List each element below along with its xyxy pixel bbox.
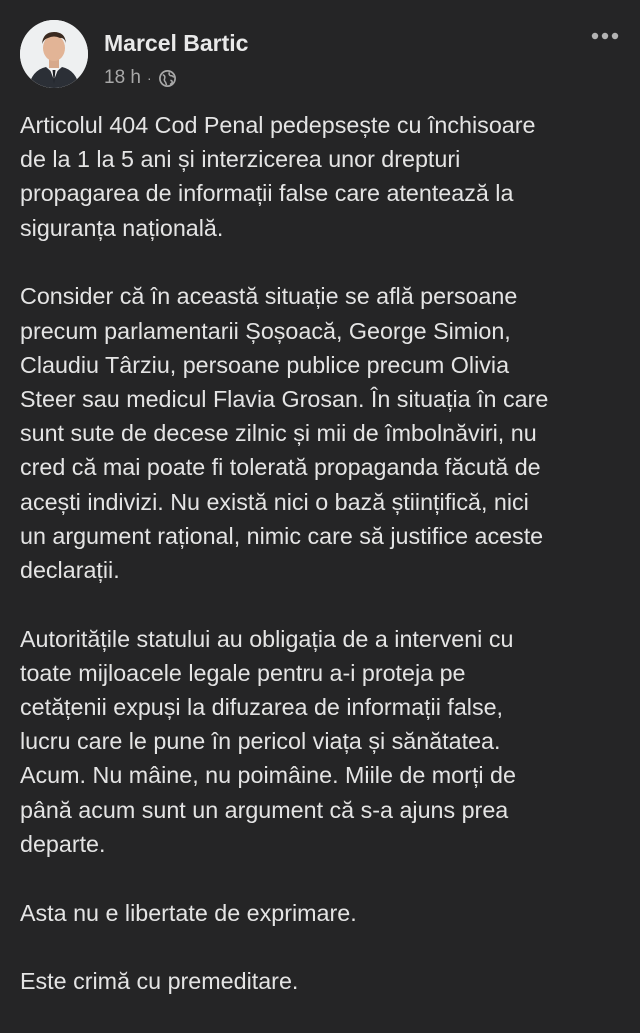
post-text-line: siguranța națională. [20, 214, 224, 241]
post-text-line: acești indivizi. Nu există nici o bază științifică, nici [20, 488, 529, 515]
post-paragraph [20, 622, 624, 861]
meta-separator: · [146, 70, 152, 86]
post-text-line: cetățenii expuși la difuzarea de informații false, [20, 694, 504, 721]
post-time[interactable]: 18 h [104, 67, 141, 88]
post-text-line: de la 1 la 5 ani și interzicerea unor drepturi [20, 146, 461, 173]
post-text-line: precum parlamentarii Șoșoacă, George Simion, [20, 317, 511, 344]
post-text-line: sunt sute de decese zilnic și mii de îmbolnăviri, nu [20, 420, 537, 447]
post-meta [104, 66, 177, 90]
post-text-line: Steer sau medicul Flavia Grosan. În situația în care [20, 385, 549, 412]
post-header [0, 0, 640, 100]
post-text-line: Acum. Nu mâine, nu poimâine. Miile de morți de [20, 762, 516, 789]
post-text-line: Este crimă cu premeditare. [20, 968, 299, 995]
author-avatar[interactable] [20, 20, 88, 88]
post-text-line: cred că mai poate fi tolerată propaganda făcută de [20, 454, 541, 481]
post-text-line: Autoritățile statului au obligația de a interveni cu [20, 625, 514, 652]
post-text-line: propagarea de informații false care atentează la [20, 180, 514, 207]
avatar-photo [20, 20, 88, 88]
post-text-line: lucru care le pune în pericol viața și sănătatea. [20, 728, 501, 755]
post-paragraph [20, 896, 624, 930]
post-text-line: Consider că în această situație se află persoane [20, 283, 518, 310]
post-text-line: toate mijloacele legale pentru a-i proteja pe [20, 659, 466, 686]
post-text-line: un argument rațional, nimic care să justifice aceste [20, 522, 544, 549]
post-body [20, 108, 624, 1033]
author-name[interactable]: Marcel Bartic [104, 30, 249, 56]
post-text-line: declarații. [20, 556, 120, 583]
post-text-line: Articolul 404 Cod Penal pedepsește cu închisoare [20, 112, 536, 138]
post-text-line: până acum sunt un argument că s-a ajuns prea [20, 796, 509, 823]
more-options-icon[interactable] [588, 26, 622, 46]
post-paragraph [20, 964, 624, 998]
post-text-line: departe. [20, 830, 106, 857]
post-text-line: Claudiu Târziu, persoane publice precum Olivia [20, 351, 510, 378]
post-paragraph [20, 108, 624, 245]
globe-icon [158, 69, 177, 88]
post-text-line: Asta nu e libertate de exprimare. [20, 899, 357, 926]
post-paragraph [20, 279, 624, 587]
